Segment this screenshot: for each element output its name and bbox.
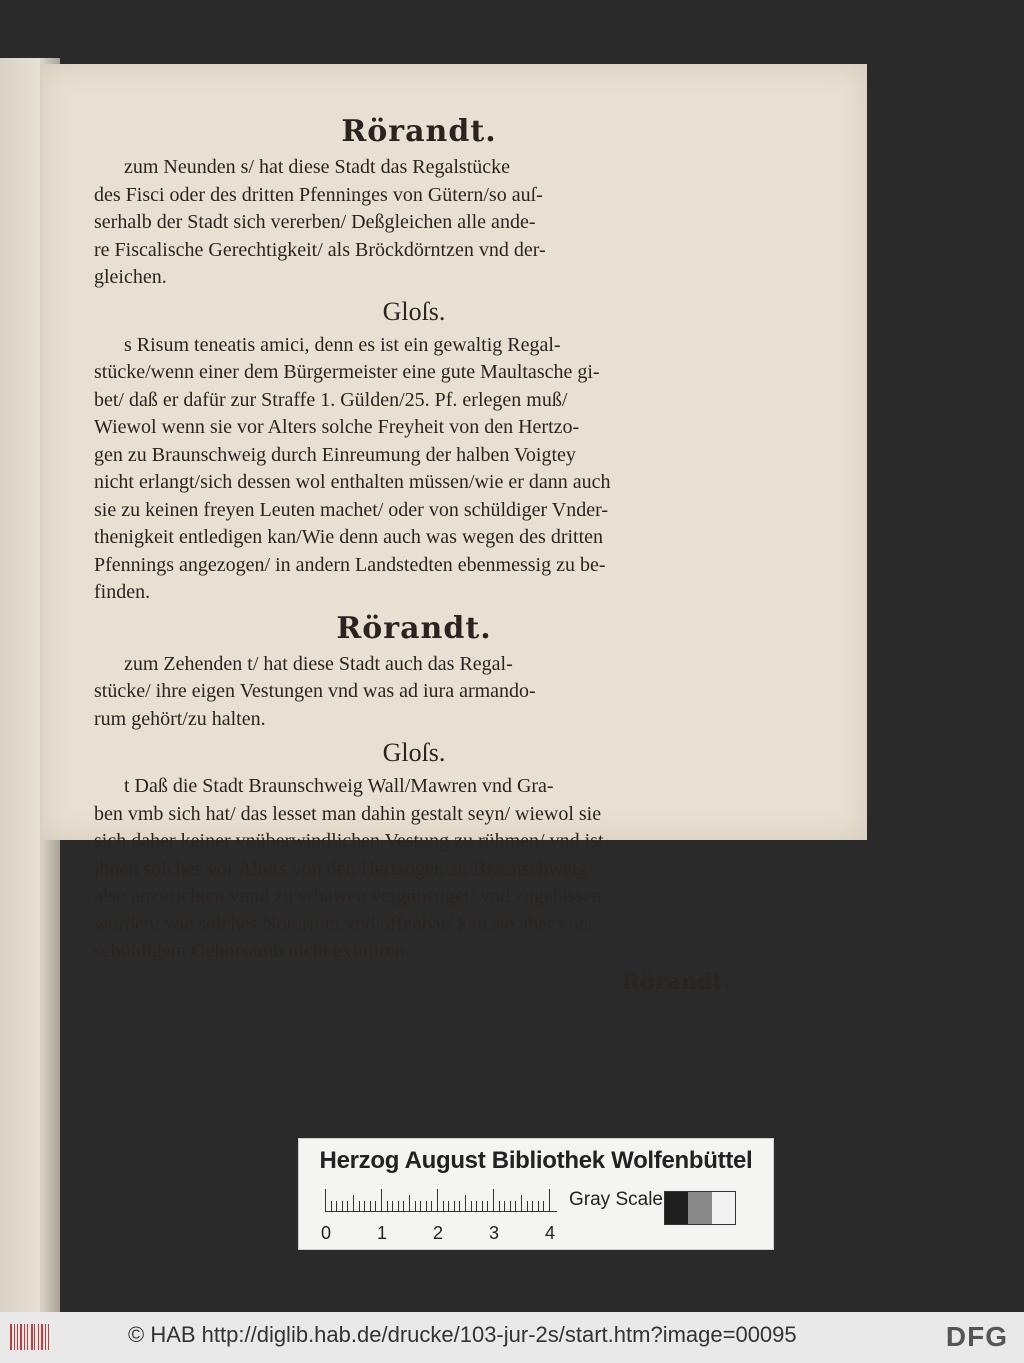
ruler-tick	[443, 1201, 444, 1211]
text-line: jhnen solches vor Alters von den Hertzogen zu Braunschweig	[94, 857, 588, 880]
ruler-tick	[459, 1201, 460, 1211]
barcode-bar	[48, 1324, 49, 1350]
barcode-bar	[24, 1324, 25, 1350]
gray-scale-label: Gray Scale	[569, 1189, 663, 1210]
text-line: zum Zehenden t/ hat diese Stadt auch das Regal-	[124, 652, 513, 675]
text-line: ben vmb sich hat/ das lesset man dahin gestalt seyn/ wiewol sie	[94, 802, 602, 825]
library-color-card	[298, 1138, 774, 1250]
dfg-logo: DFG	[945, 1321, 1008, 1352]
ruler-tick	[353, 1195, 354, 1211]
text-line: nicht erlangt/sich dessen wol enthalten müssen/wie er dann auch	[94, 471, 611, 493]
ruler-tick	[515, 1201, 516, 1211]
text-line: gleichen.	[94, 266, 167, 288]
text-line: Pfennings angezogen/ in andern Landstedten ebenmessig zu be-	[94, 553, 606, 576]
text-line: worden/ wie solches Notorium vnd offenbar/ kan sie aber von	[94, 912, 589, 935]
page-text	[94, 110, 734, 998]
ruler-tick	[331, 1201, 332, 1211]
ruler-tick	[487, 1201, 488, 1211]
ruler-baseline	[325, 1211, 557, 1212]
ruler-tick	[403, 1201, 404, 1211]
text-line: sich daher keiner vnüberwindlichen Vestung zu rühmen/ vnd ist	[94, 830, 604, 852]
ruler-tick	[336, 1201, 337, 1211]
ruler-tick	[409, 1195, 410, 1211]
barcode-bar	[27, 1324, 28, 1350]
text-line: rum gehört/zu halten.	[94, 707, 266, 730]
text-line: also anzurichten vnnd zu erbawen vergünstiget/ vnd zugelassen	[94, 885, 602, 907]
text-line: Wiewol wenn sie vor Alters solche Freyheit von den Hertzo-	[94, 416, 580, 438]
barcode-bar	[10, 1324, 12, 1350]
gloss-heading: Gloſs.	[382, 296, 446, 326]
ruler-tick	[454, 1201, 455, 1211]
ruler-tick	[499, 1201, 500, 1211]
text-line: sie zu keinen freyen Leuten machet/ oder von schüldiger Vnder-	[94, 498, 609, 521]
gray-swatch-dark	[665, 1192, 688, 1224]
text-line: s Risum teneatis amici, denn es ist ein gewaltig Regal-	[124, 333, 561, 356]
scale-ruler	[325, 1187, 557, 1217]
text-line: bet/ daß er dafür zur Straffe 1. Gülden/25. Pf. erlegen muß/	[94, 388, 568, 411]
text-line: serhalb der Stadt sich vererben/ Deßgleichen alle ande-	[94, 211, 536, 233]
text-line: thenigkeit entledigen kan/Wie denn auch was wegen des dritten	[94, 526, 604, 548]
book-page	[42, 64, 867, 995]
ruler-tick	[476, 1201, 477, 1211]
ruler-tick	[364, 1201, 365, 1211]
text-line: finden.	[94, 581, 151, 603]
ruler-tick	[398, 1201, 399, 1211]
ruler-tick	[448, 1201, 449, 1211]
gray-swatch-light	[712, 1192, 735, 1224]
ruler-tick	[521, 1195, 522, 1211]
barcode-bar	[45, 1324, 46, 1350]
barcode-bar	[17, 1324, 18, 1350]
ruler-tick	[549, 1189, 550, 1211]
text-line: t Daß die Stadt Braunschweig Wall/Mawren vnd Gra-	[124, 775, 554, 797]
hab-barcode-icon	[10, 1324, 50, 1350]
gray-scale-swatches	[664, 1191, 736, 1225]
scale-number: 2	[433, 1223, 444, 1243]
scale-number: 0	[321, 1223, 332, 1243]
text-line: stücke/wenn einer dem Bürgermeister eine gute Maultasche gi-	[94, 361, 600, 383]
ruler-tick	[415, 1201, 416, 1211]
ruler-tick	[471, 1201, 472, 1211]
ruler-tick	[431, 1201, 432, 1211]
ruler-tick	[420, 1201, 421, 1211]
copyright-url: © HAB http://diglib.hab.de/drucke/103-jur-2s/start.htm?image=00095	[128, 1322, 797, 1347]
text-line: schüldigem Gehorsamb nicht eximiren.	[94, 940, 410, 962]
text-line: zum Neunden s/ hat diese Stadt das Regalstücke	[124, 156, 511, 178]
paragraph-4	[94, 773, 734, 966]
footer-bar	[0, 1312, 1024, 1363]
ruler-tick	[342, 1201, 343, 1211]
gray-swatch-mid	[688, 1192, 711, 1224]
ruler-tick	[538, 1201, 539, 1211]
paragraph-3	[94, 651, 734, 734]
ruler-tick	[325, 1189, 326, 1211]
text-line: gen zu Braunschweig durch Einreumung der halben Voigtey	[94, 443, 576, 466]
library-name: Herzog August Bibliothek Wolfenbüttel	[319, 1147, 753, 1174]
ruler-tick	[532, 1201, 533, 1211]
barcode-bar	[38, 1324, 39, 1350]
gloss-heading: Gloſs.	[382, 738, 446, 767]
text-line: re Fiscalische Gerechtigkeit/ als Bröckdörntzen vnd der-	[94, 238, 546, 261]
paragraph-2	[94, 332, 734, 607]
ruler-tick	[381, 1189, 382, 1211]
ruler-tick	[370, 1201, 371, 1211]
section-heading: Rörandt.	[336, 610, 492, 646]
barcode-bar	[14, 1324, 15, 1350]
ruler-tick	[375, 1201, 376, 1211]
ruler-tick	[482, 1201, 483, 1211]
barcode-bar	[34, 1324, 35, 1350]
ruler-tick	[504, 1201, 505, 1211]
barcode-bar	[20, 1324, 22, 1350]
scale-number: 4	[545, 1223, 556, 1243]
scale-number: 1	[377, 1223, 388, 1243]
ruler-tick	[387, 1201, 388, 1211]
ruler-tick	[493, 1189, 494, 1211]
ruler-tick	[465, 1195, 466, 1211]
ruler-tick	[527, 1201, 528, 1211]
text-line: stücke/ ihre eigen Vestungen vnd was ad iura armando-	[94, 680, 536, 702]
ruler-tick	[426, 1201, 427, 1211]
ruler-tick	[543, 1201, 544, 1211]
text-line: des Fisci oder des dritten Pfenninges von Gütern/so auſ-	[94, 183, 543, 206]
ruler-tick	[437, 1189, 438, 1211]
ruler-tick	[359, 1201, 360, 1211]
ruler-tick	[510, 1201, 511, 1211]
catchword: Rörandt.	[621, 968, 730, 995]
scale-number: 3	[489, 1223, 500, 1243]
barcode-bar	[31, 1324, 33, 1350]
ruler-tick	[347, 1201, 348, 1211]
section-heading: Rörandt.	[341, 114, 497, 149]
ruler-tick	[392, 1201, 393, 1211]
barcode-bar	[41, 1324, 43, 1350]
paragraph-1	[94, 154, 734, 292]
